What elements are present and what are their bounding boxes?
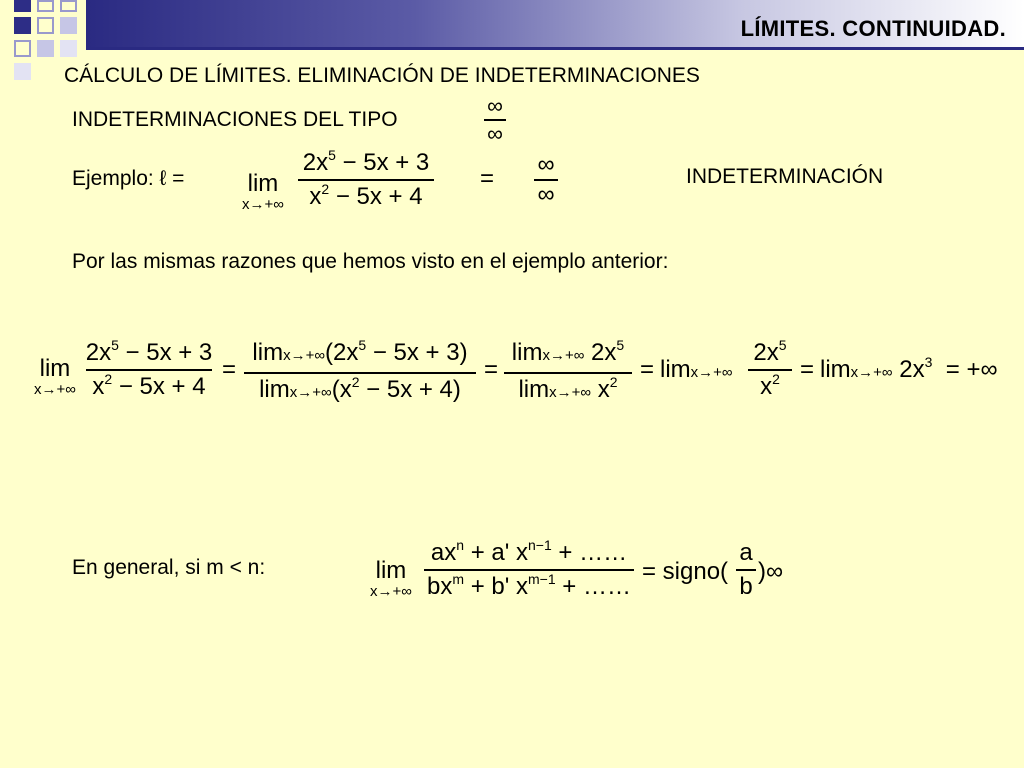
- inf-symbol: ∞: [537, 180, 555, 208]
- decor-square: [37, 40, 54, 57]
- lim-word: lim: [247, 170, 279, 197]
- signo-text: = signo(: [642, 558, 729, 585]
- limit-operator: [242, 171, 284, 213]
- header-title: LÍMITES. CONTINUIDAD.: [740, 16, 1006, 41]
- decor-square: [14, 0, 31, 12]
- indeterminacion-label: INDETERMINACIÓN: [686, 165, 884, 188]
- inf-symbol: ∞: [537, 151, 555, 178]
- decor-square: [14, 17, 31, 34]
- example-denominator: $x^2 - 5x + 4$: [309, 180, 423, 210]
- inf-symbol: ∞: [487, 93, 503, 118]
- limit-operator: lim x→+∞: [34, 355, 76, 398]
- general-label: En general, si m < n:: [72, 556, 266, 579]
- decor-square: [14, 40, 31, 57]
- general-fraction: $ax^n + a'$ $x^{n-1}$ + …… $bx^m + b'$ $x^{m-1}$ + ……: [424, 540, 634, 600]
- example-fraction: [298, 147, 434, 210]
- a-over-b-fraction: a b: [736, 540, 756, 600]
- decor-square: [60, 17, 77, 34]
- example-label: Ejemplo: ℓ =: [72, 167, 185, 190]
- chain-fraction-3: limx→+∞ $2x^5$ limx→+∞ $x^2$: [504, 340, 632, 406]
- subtitle: INDETERMINACIONES DEL TIPO: [72, 108, 398, 131]
- example-numerator: $2x^5 - 5x + 3$: [302, 147, 430, 176]
- inf-over-inf-fraction: [534, 151, 558, 208]
- inf-over-inf-fraction: [484, 93, 506, 146]
- equals-sign: =: [640, 356, 655, 383]
- equals-sign: =: [222, 356, 237, 383]
- decor-square: [60, 40, 77, 57]
- chain-fraction-2: $\lim x\to+\infty(2x^5 - 5x + 3)$ $\lim x\to+\infty(x^2 - 5x + 4)$: [244, 340, 476, 406]
- signo-close: )∞: [758, 558, 784, 585]
- decor-square: [37, 0, 54, 12]
- decor-square: [37, 17, 54, 34]
- lim-subscript: x→+∞: [242, 196, 284, 213]
- chain-fraction-1: $2x^5 - 5x + 3$ $x^2 - 5x + 4$: [85, 337, 213, 400]
- equals-sign: =: [480, 165, 495, 192]
- decor-square: [14, 63, 31, 80]
- header-divider: [86, 47, 1024, 50]
- chain-fraction-4: $2x^5$ $x^2$: [748, 340, 792, 400]
- limit-operator: lim x→+∞: [370, 557, 412, 600]
- reason-text: Por las mismas razones que hemos visto en el ejemplo anterior:: [72, 250, 669, 273]
- chain-result: limx→+∞ $2x^3$ = +∞: [820, 354, 998, 383]
- inline-limit: limx→+∞: [660, 356, 733, 383]
- section-title: CÁLCULO DE LÍMITES. ELIMINACIÓN DE INDETERMINACIONES: [64, 64, 700, 87]
- equals-sign: =: [800, 356, 815, 383]
- decor-square: [60, 0, 77, 12]
- inf-symbol: ∞: [487, 120, 503, 146]
- equals-sign: =: [484, 356, 499, 383]
